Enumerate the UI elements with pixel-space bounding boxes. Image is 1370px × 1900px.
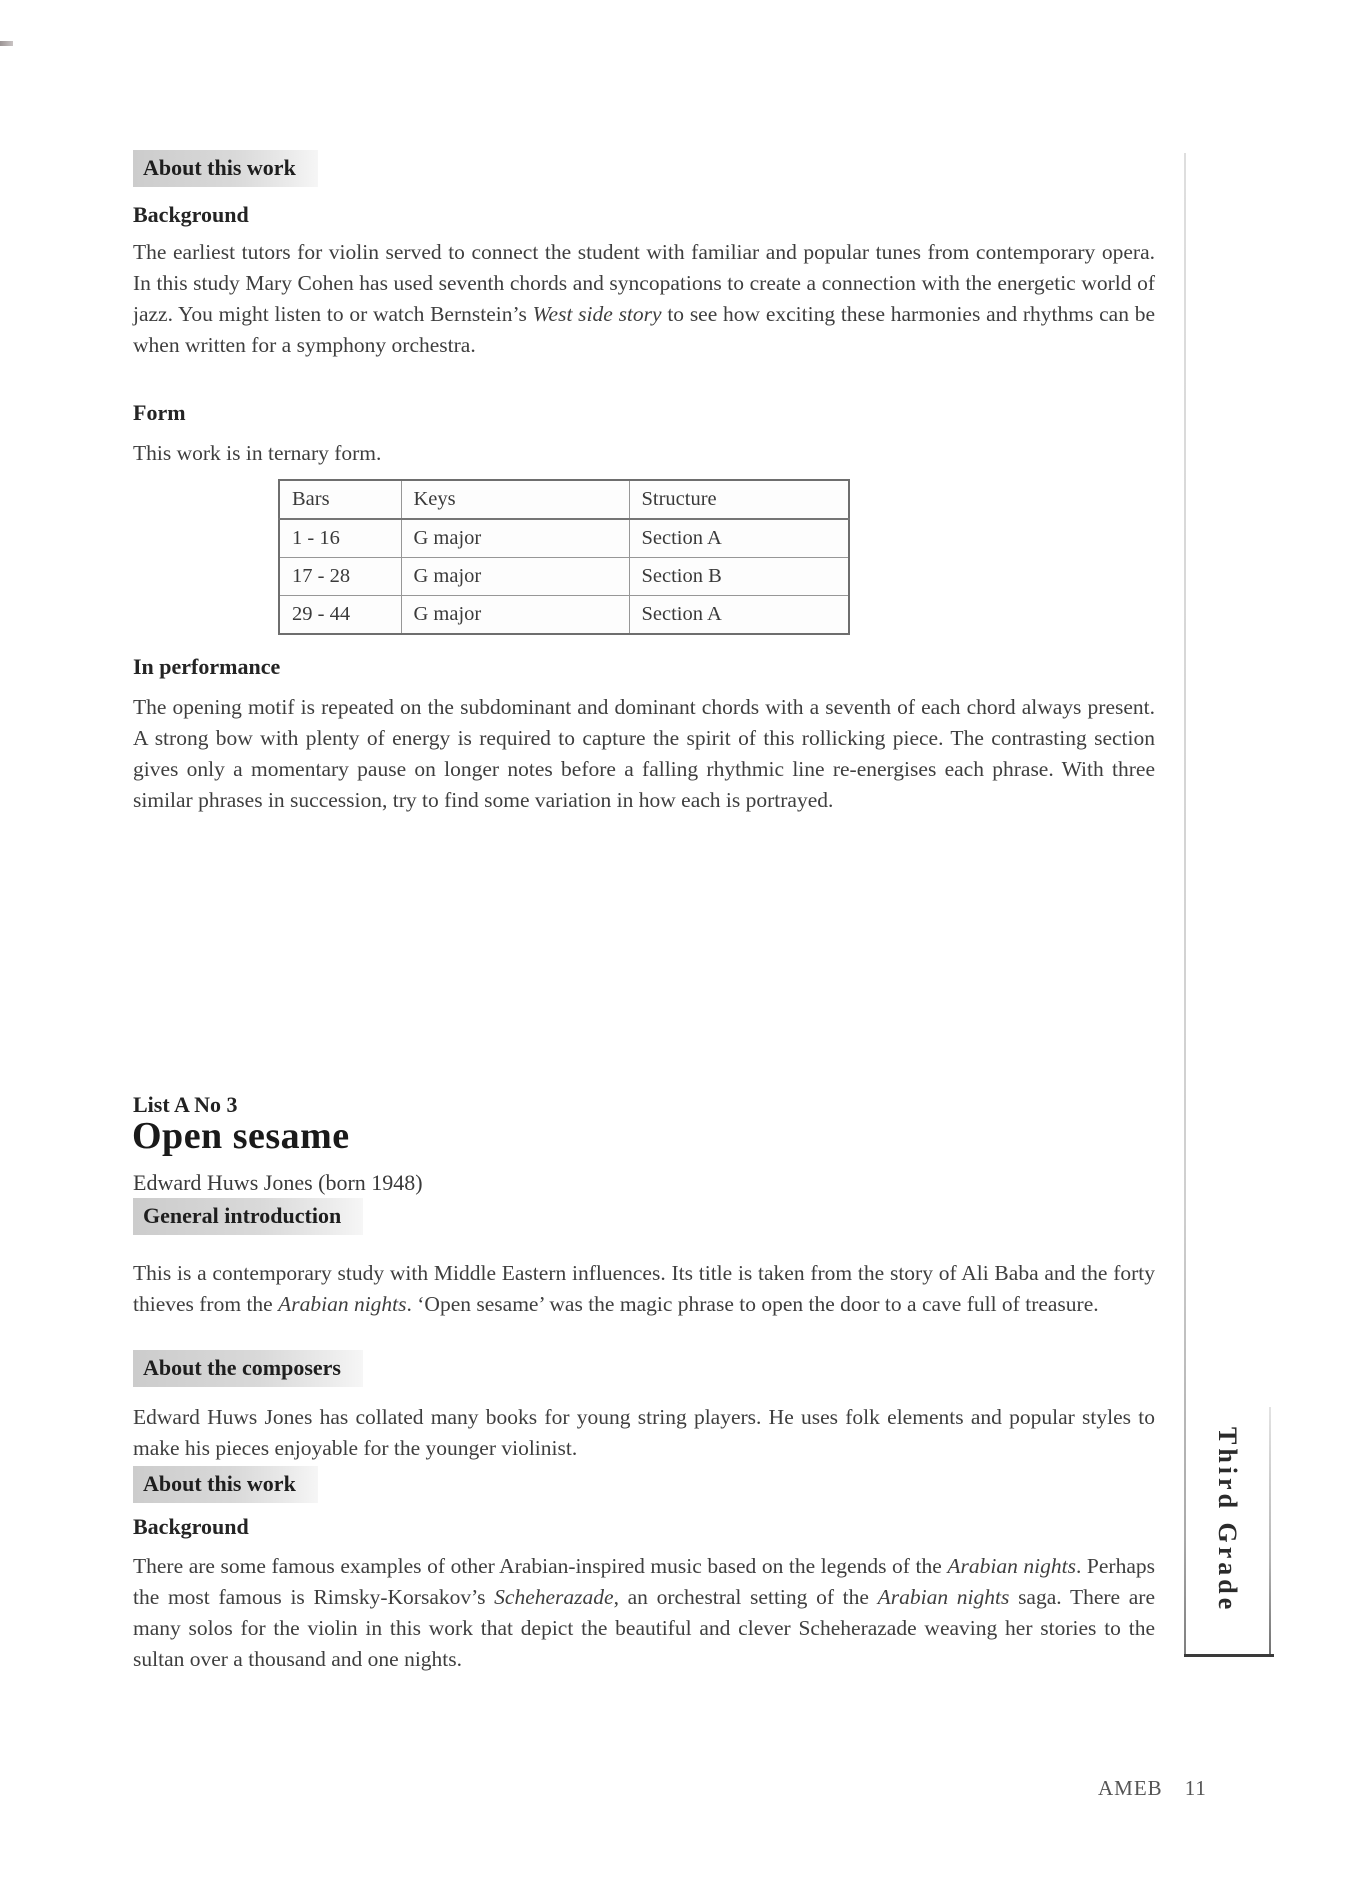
table-row xyxy=(279,596,849,635)
side-tab-border-bottom xyxy=(1184,1654,1274,1657)
page-footer xyxy=(1098,1776,1207,1801)
table-row xyxy=(279,558,849,596)
sub-heading-form: Form xyxy=(133,400,186,425)
footer-imprint: AMEB xyxy=(1098,1776,1163,1800)
column-header-structure: Structure xyxy=(629,480,849,519)
grade-side-tab-label: Third Grade xyxy=(1213,1426,1242,1614)
scan-artifact-dash xyxy=(0,41,13,46)
list-label: List A No 3 xyxy=(133,1092,238,1117)
footer-page-number: 11 xyxy=(1184,1776,1207,1800)
cell-keys: G major xyxy=(401,558,629,596)
section-heading-about-this-work-1: About this work xyxy=(133,150,318,187)
sub-heading-background-2: Background xyxy=(133,1514,249,1539)
cell-bars: 1 - 16 xyxy=(279,519,401,558)
table-header-row xyxy=(279,480,849,519)
cell-bars: 17 - 28 xyxy=(279,558,401,596)
cell-structure: Section A xyxy=(629,596,849,635)
cell-bars: 29 - 44 xyxy=(279,596,401,635)
cell-structure: Section B xyxy=(629,558,849,596)
paragraph-background-1: The earliest tutors for violin served to connect the student with familiar and popular tunes from contemporary opera. In this study Mary Cohen has used seventh chords and syncopations to create a connection with the energetic world of jazz. You might listen to or watch Bernstein’s West side story to see how exciting these harmonies and rhythms can be when written for a symphony orchestra. xyxy=(133,240,1156,357)
section-heading-general-introduction: General introduction xyxy=(133,1198,363,1235)
paragraph-about-the-composers: Edward Huws Jones has collated many books for young string players. He uses folk elements and popular styles to make his pieces enjoyable for the younger violinist. xyxy=(133,1405,1155,1460)
sub-heading-in-performance: In performance xyxy=(133,654,281,679)
cell-keys: G major xyxy=(401,596,629,635)
side-tab-border-right xyxy=(1269,1407,1271,1657)
paragraph-form: This work is in ternary form. xyxy=(133,441,382,465)
composer-line: Edward Huws Jones (born 1948) xyxy=(133,1170,423,1195)
paragraph-in-performance: The opening motif is repeated on the subdominant and dominant chords with a seventh of each chord always present. A strong bow with plenty of energy is required to capture the spirit of this rollicking piece. The contrasting section gives only a momentary pause on longer notes before a falling rhythmic line re-energises each phrase. With three similar phrases in succession, try to find some variation in how each is portrayed. xyxy=(133,695,1155,812)
work-title: Open sesame xyxy=(132,1115,350,1157)
sub-heading-background-1: Background xyxy=(133,202,249,227)
section-heading-about-this-work-2: About this work xyxy=(133,1466,318,1503)
table-row xyxy=(279,519,849,558)
cell-structure: Section A xyxy=(629,519,849,558)
paragraph-background-2: There are some famous examples of other Arabian-inspired music based on the legends of the Arabian nights. Perhaps the most famous is Rimsky-Korsakov’s Scheherazade, an orchestral setting of the Arabian nights saga. There are many solos for the violin in this work that depict the beautiful and clever Scheherazade weaving her stories to the sultan over a thousand and one nights. xyxy=(133,1554,1156,1671)
cell-keys: G major xyxy=(401,519,629,558)
column-header-keys: Keys xyxy=(401,480,629,519)
column-header-bars: Bars xyxy=(279,480,401,519)
side-tab-border-left xyxy=(1184,153,1186,1657)
paragraph-general-introduction: This is a contemporary study with Middle Eastern influences. Its title is taken from the story of Ali Baba and the forty thieves from the Arabian nights. ‘Open sesame’ was the magic phrase to open the door to a cave full of treasure. xyxy=(133,1261,1155,1316)
section-heading-about-the-composers: About the composers xyxy=(133,1350,363,1387)
form-structure-table xyxy=(278,479,850,635)
